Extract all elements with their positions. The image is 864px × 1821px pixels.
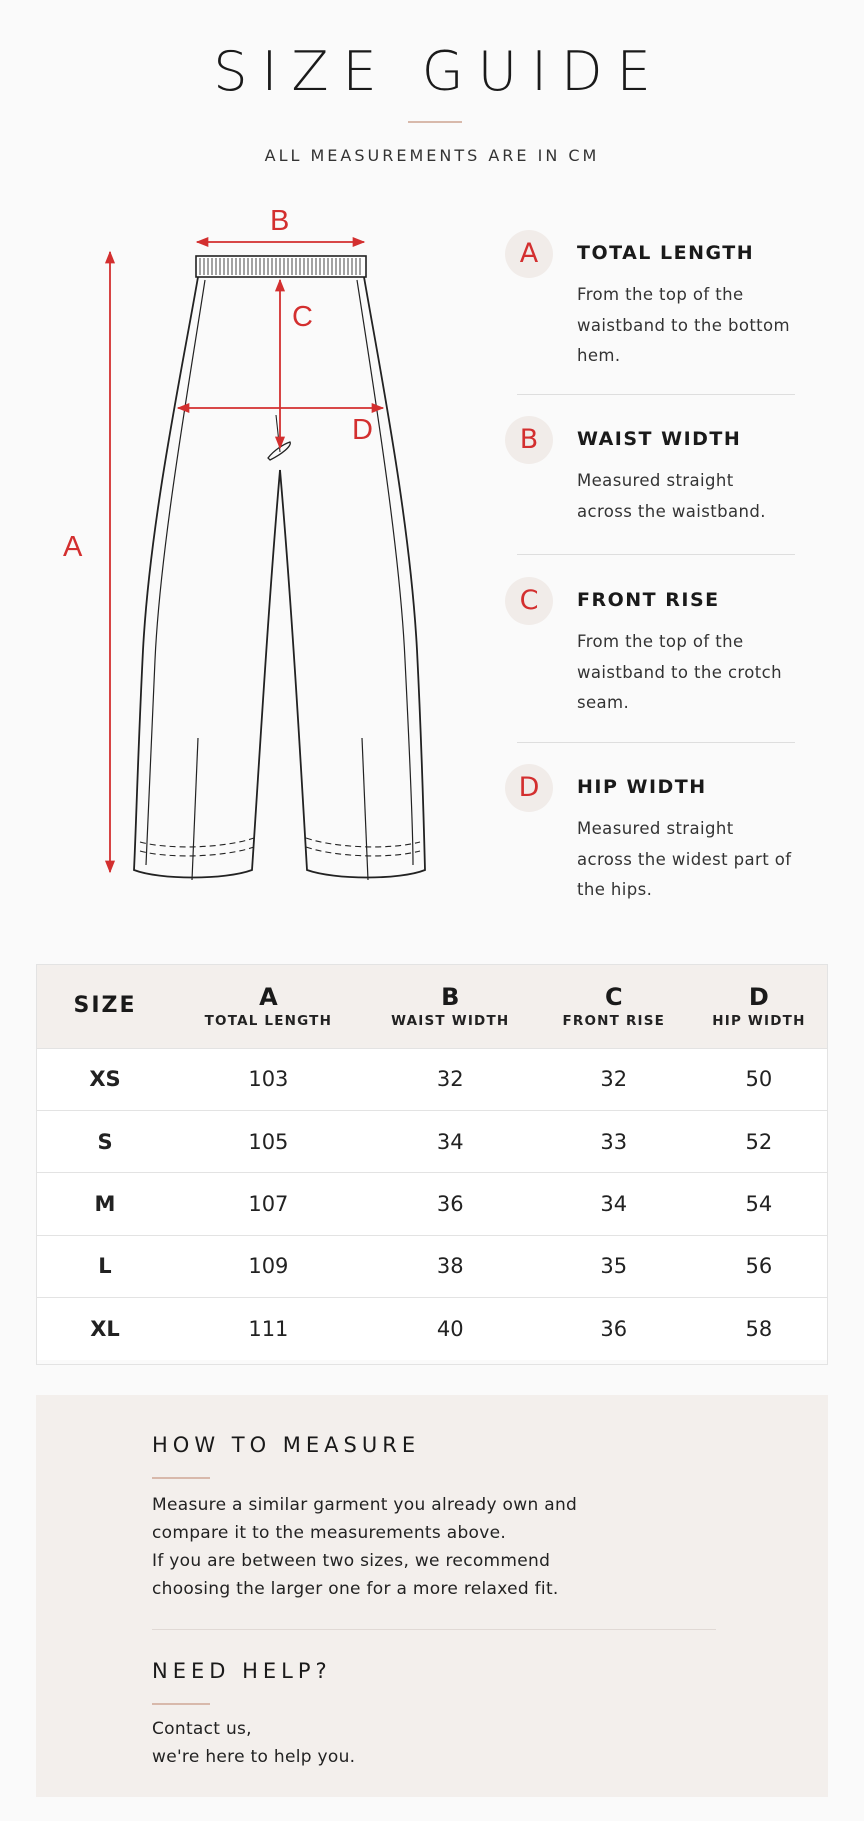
column-letter: D [748, 982, 769, 1011]
size-cell: L [36, 1235, 174, 1297]
legend-title: TOTAL LENGTH [577, 242, 755, 264]
text-line: we're here to help you. [152, 1747, 356, 1767]
heading-divider [152, 1477, 210, 1479]
need-help-heading: NEED HELP? [152, 1659, 332, 1683]
table-cell: 105 [174, 1110, 363, 1172]
table-header-row [36, 964, 828, 1048]
text-line: compare it to the measurements above. [152, 1523, 507, 1543]
heading-divider [152, 1703, 210, 1705]
column-header-a [174, 964, 363, 1048]
how-to-measure-heading: HOW TO MEASURE [152, 1433, 421, 1457]
table-cell: 111 [174, 1298, 363, 1360]
table-cell: 36 [363, 1173, 538, 1235]
column-label: HIP WIDTH [712, 1012, 806, 1029]
label-d: D [352, 414, 373, 446]
column-label: FRONT RISE [562, 1012, 666, 1029]
table-row [36, 1173, 828, 1235]
table-cell: 36 [538, 1298, 690, 1360]
size-cell: XS [36, 1048, 174, 1110]
legend-description: Measured straight across the waistband. [577, 471, 766, 521]
column-header-b [363, 964, 538, 1048]
legend-description: Measured straight across the widest part of the hips. [577, 819, 792, 899]
table-cell: 34 [363, 1110, 538, 1172]
table-cell: 33 [538, 1110, 690, 1172]
column-label: TOTAL LENGTH [204, 1012, 333, 1029]
table-cell: 54 [690, 1173, 828, 1235]
legend-badge-a: A [505, 230, 553, 278]
label-a: A [63, 531, 83, 563]
need-help-text[interactable] [152, 1715, 612, 1771]
legend-badge-c: C [505, 577, 553, 625]
table-cell: 32 [363, 1048, 538, 1110]
text-line: choosing the larger one for a more relaxed fit. [152, 1579, 559, 1599]
label-b: B [270, 205, 290, 237]
table-cell: 34 [538, 1173, 690, 1235]
size-cell: XL [36, 1298, 174, 1360]
column-header-size: SIZE [73, 993, 137, 1019]
contact-us-link[interactable]: Contact us, [152, 1719, 252, 1739]
legend-divider [517, 394, 795, 395]
table-cell: 109 [174, 1235, 363, 1297]
table-cell: 107 [174, 1173, 363, 1235]
size-table [36, 964, 828, 1360]
column-letter: A [259, 982, 278, 1011]
column-header-c [538, 964, 690, 1048]
table-cell: 50 [690, 1048, 828, 1110]
waistband [196, 256, 366, 277]
legend-description: From the top of the waistband to the crotch seam. [577, 632, 782, 712]
table-row [36, 1235, 828, 1297]
table-cell: 103 [174, 1048, 363, 1110]
column-letter: C [604, 982, 623, 1011]
label-c: C [292, 301, 313, 333]
section-divider [152, 1629, 716, 1630]
table-cell: 56 [690, 1235, 828, 1297]
legend-badge-b: B [505, 416, 553, 464]
legend-title: HIP WIDTH [577, 776, 707, 798]
table-cell: 32 [538, 1048, 690, 1110]
pants-diagram [0, 190, 500, 910]
table-row [36, 1048, 828, 1110]
legend-badge-d: D [505, 764, 553, 812]
table-row [36, 1110, 828, 1172]
size-cell: S [36, 1110, 174, 1172]
legend-divider [517, 742, 795, 743]
table-row [36, 1298, 828, 1360]
how-to-measure-text [152, 1491, 612, 1603]
legend-title: FRONT RISE [577, 589, 720, 611]
info-panel [36, 1395, 828, 1797]
pants-illustration [0, 190, 500, 910]
legend-title: WAIST WIDTH [577, 428, 742, 450]
size-cell: M [36, 1173, 174, 1235]
column-header-d [690, 964, 828, 1048]
table-cell: 35 [538, 1235, 690, 1297]
legend-divider [517, 554, 795, 555]
legend-description: From the top of the waistband to the bottom hem. [577, 285, 791, 365]
table-cell: 52 [690, 1110, 828, 1172]
page-subtitle: ALL MEASUREMENTS ARE IN CM [264, 146, 600, 165]
column-letter: B [441, 982, 460, 1011]
page-title: SIZE GUIDE [213, 40, 665, 103]
text-line: If you are between two sizes, we recommend [152, 1551, 551, 1571]
title-divider [408, 121, 462, 123]
table-cell: 58 [690, 1298, 828, 1360]
table-cell: 40 [363, 1298, 538, 1360]
column-label: WAIST WIDTH [391, 1012, 510, 1029]
table-cell: 38 [363, 1235, 538, 1297]
text-line: Measure a similar garment you already own and [152, 1495, 578, 1515]
